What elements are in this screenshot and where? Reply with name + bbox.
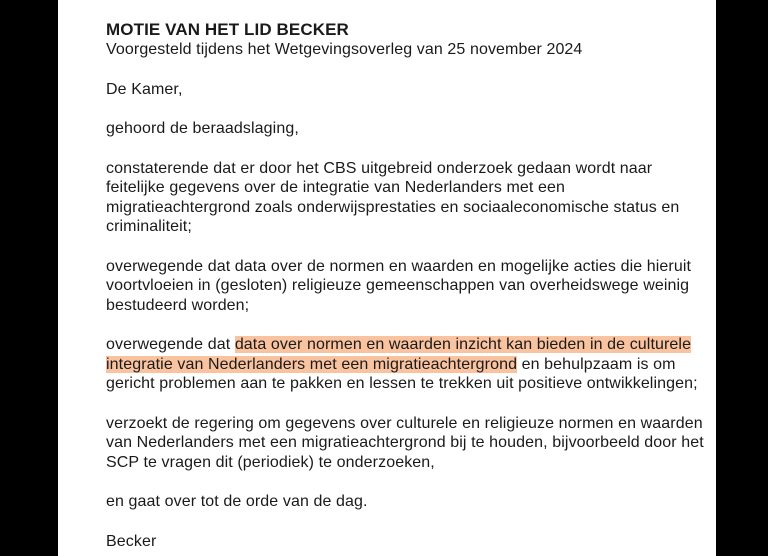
closing-clause: en gaat over tot de orde van de dag. xyxy=(106,493,368,510)
highlighted-text: data over normen en waarden inzicht kan bieden in de culturele integratie van Nederlanders met een migratieachtergrond xyxy=(106,336,692,373)
clause-3-lead: overwegende dat xyxy=(106,336,235,353)
considering-clause-1: constaterende dat er door het CBS uitgebreid onderzoek gedaan wordt naar feitelijke gegevens over de integratie van Nederlanders met een migratieachtergrond zoals onderwijsprestaties en sociaaleconomische status en criminaliteit; xyxy=(106,159,680,235)
clause-3-tail: en behulpzaam is om gericht problemen aan te pakken en lessen te trekken uit positieve ontwikkelingen; xyxy=(106,355,698,392)
motion-subtitle: Voorgesteld tijdens het Wetgevingsoverleg van 25 november 2024 xyxy=(106,41,583,58)
salutation: De Kamer, xyxy=(106,80,183,98)
document-page xyxy=(58,0,716,556)
motion-text xyxy=(106,20,706,556)
motion-title: MOTIE VAN HET LID BECKER xyxy=(106,20,349,39)
signature: Becker xyxy=(106,532,157,550)
heard-clause: gehoord de beraadslaging, xyxy=(106,120,299,137)
considering-clause-2: overwegende dat data over de normen en waarden en mogelijke acties die hieruit voortvloeien in (gesloten) religieuze gemeenschappen van overheidswege weinig bestudeerd worden; xyxy=(106,257,692,314)
request-clause: verzoekt de regering om gegevens over culturele en religieuze normen en waarden van Nederlanders met een migratieachtergrond bij te houden, bijvoorbeeld door het SCP te vragen dit (periodiek) te onderzoeken, xyxy=(106,414,704,471)
considering-clause-3 xyxy=(106,335,706,394)
